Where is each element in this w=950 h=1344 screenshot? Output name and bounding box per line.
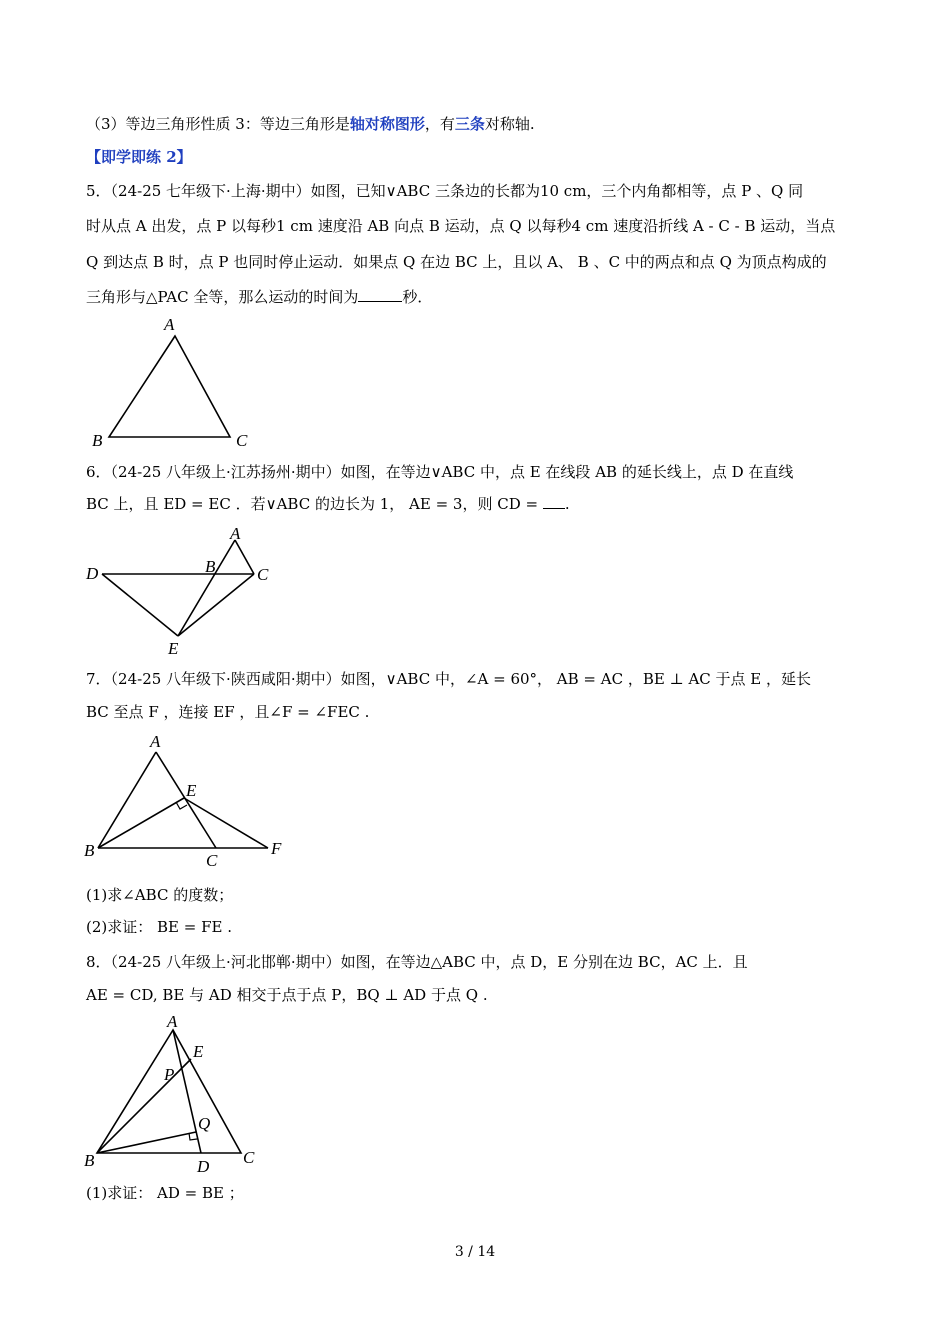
q6-label-b: B	[205, 557, 216, 576]
q7-segment-be	[98, 798, 184, 848]
property3-highlight-axis: 轴对称图形	[349, 115, 425, 133]
q5-label-b: B	[92, 431, 103, 450]
q7-label-c: C	[206, 851, 218, 870]
q6-segment-ac	[235, 540, 254, 574]
q6-figure	[80, 520, 300, 665]
q5-line4	[86, 287, 432, 307]
q5-line2: 时从点 A 出发，点 P 以每秒1 cm 速度沿 AB 向点 B 运动，点 Q 以每秒4 cm 速度沿折线 A - C - B 运动，当点	[86, 217, 836, 235]
q8-line2: AE = CD, BE 与 AD 相交于点于点 P，BQ ⊥ AD 于点 Q .	[86, 986, 488, 1004]
property3-suffix: 对称轴.	[484, 115, 535, 133]
q6-segment-ec	[178, 574, 254, 636]
q8-label-a: A	[167, 1012, 178, 1031]
q6-label-a: A	[230, 524, 241, 543]
q7-label-a: A	[150, 732, 161, 751]
q6-line2-pre: BC 上，且 ED = EC ．若∨ABC 的边长为 1， AE = 3，则 CD =	[86, 495, 543, 513]
q8-label-b: B	[84, 1151, 95, 1170]
q5-line1: 5．（24-25 七年级下·上海·期中）如图，已知∨ABC 三条边的长都为10 cm，三个内角都相等，点 P 、Q 同	[86, 182, 804, 200]
q6-segment-ea	[178, 540, 235, 636]
q7-label-f: F	[271, 839, 282, 858]
q8-label-c: C	[243, 1148, 255, 1167]
q6-answer-blank[interactable]	[543, 494, 565, 509]
q7-figure	[80, 730, 300, 870]
q7-sub1: (1)求∠ABC 的度数；	[86, 886, 234, 904]
page-number: 3 / 14	[454, 1244, 496, 1260]
q5-line3: Q 到达点 B 时，点 P 也同时停止运动．如果点 Q 在边 BC 上，且以 A、 B 、C 中的两点和点 Q 为顶点构成的	[86, 253, 827, 271]
q8-line1: 8．（24-25 八年级上·河北邯郸·期中）如图，在等边△ABC 中，点 D，E 分别在边 BC，AC 上．且	[86, 953, 748, 971]
q6-segment-de	[102, 574, 178, 636]
q7-segment-ab	[98, 752, 156, 848]
q7-right-angle-mark	[176, 802, 187, 809]
q6-label-c: C	[257, 565, 269, 584]
q8-segment-bq	[97, 1132, 196, 1153]
q5-line4-post: 秒．	[402, 288, 433, 306]
q6-line2	[86, 494, 570, 514]
q8-triangle	[97, 1030, 241, 1153]
q8-label-d: D	[197, 1157, 210, 1176]
q8-sub1: (1)求证： AD = BE ；	[86, 1184, 244, 1202]
q8-right-angle-mark	[189, 1133, 197, 1140]
q7-segment-ef	[184, 798, 268, 848]
q5-answer-blank[interactable]	[358, 287, 402, 302]
q6-label-d: D	[86, 564, 99, 583]
q5-triangle	[109, 336, 230, 437]
q8-figure	[80, 1012, 280, 1180]
q5-line4-pre: 三角形与△PAC 全等，那么运动的时间为	[86, 288, 359, 306]
property3-prefix: （3）等边三角形性质 3：等边三角形是	[86, 115, 350, 133]
q7-sub2: (2)求证： BE = FE .	[86, 918, 232, 936]
q6-label-e: E	[168, 639, 179, 658]
q6-line2-post: .	[564, 495, 570, 513]
practice-heading: 【即学即练 2】	[86, 148, 192, 166]
q6-line1: 6．（24-25 八年级上·江苏扬州·期中）如图，在等边∨ABC 中，点 E 在线段 AB 的延长线上，点 D 在直线	[86, 463, 794, 481]
q8-segment-be	[97, 1059, 191, 1153]
property3-mid: ，有	[424, 115, 455, 133]
q8-label-q: Q	[198, 1114, 211, 1133]
q5-figure	[80, 310, 280, 460]
q7-line1: 7．（24-25 八年级下·陕西咸阳·期中）如图，∨ABC 中，∠A = 60°， AB = AC ，BE ⊥ AC 于点 E ，延长	[86, 670, 812, 688]
q5-label-a: A	[164, 315, 175, 334]
property3-line	[86, 114, 535, 134]
q5-label-c: C	[236, 431, 248, 450]
property3-highlight-three: 三条	[454, 115, 485, 133]
q7-label-e: E	[186, 781, 197, 800]
q7-line2: BC 至点 F ，连接 EF ，且∠F = ∠FEC .	[86, 703, 370, 721]
q8-label-e: E	[193, 1042, 204, 1061]
q8-label-p: P	[164, 1065, 175, 1084]
q7-label-b: B	[84, 841, 95, 860]
